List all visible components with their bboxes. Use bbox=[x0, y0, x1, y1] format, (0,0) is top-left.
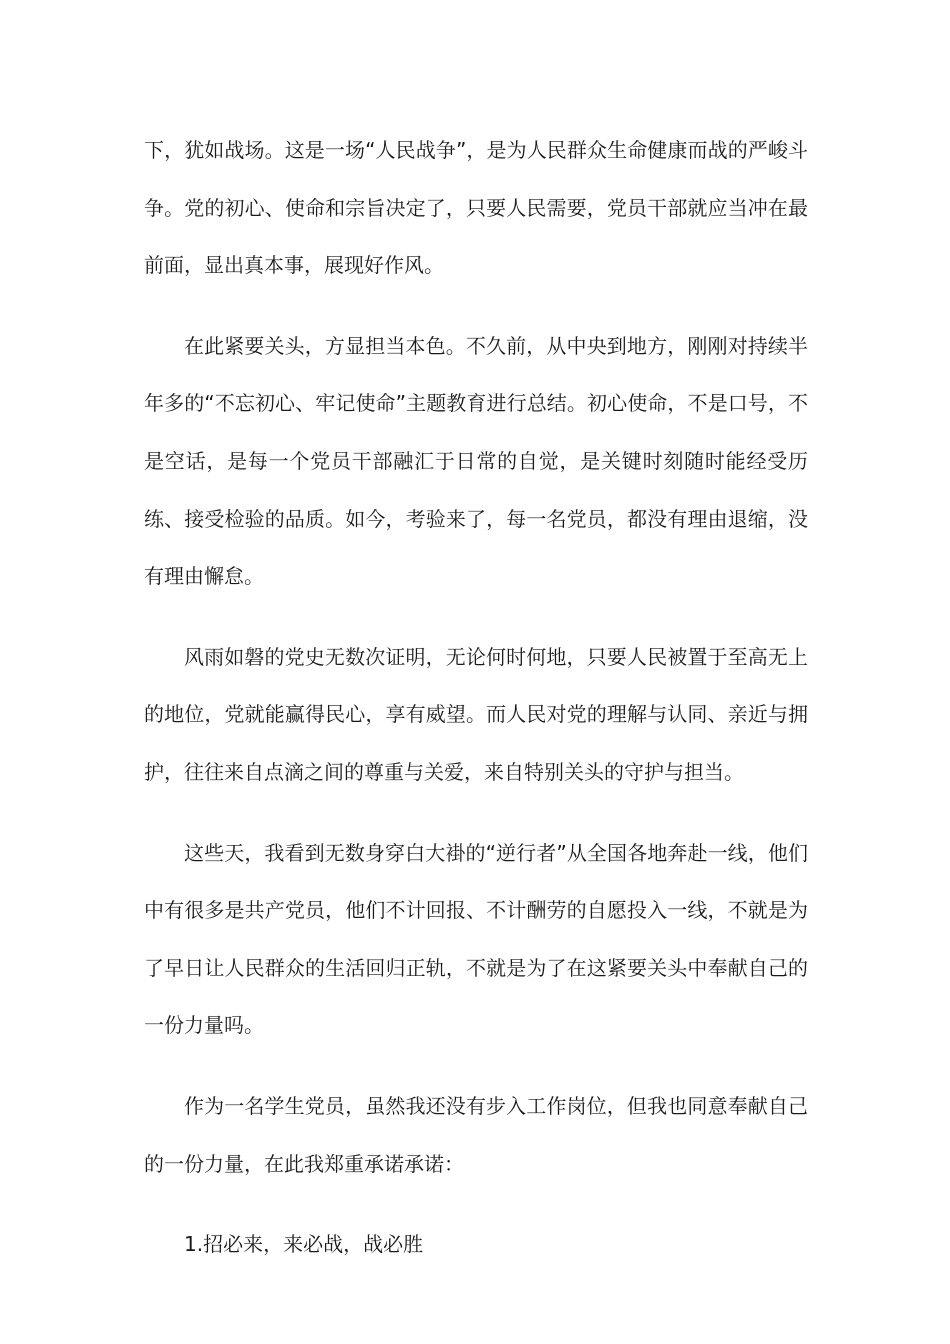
paragraph-2: 在此紧要关头，方显担当本色。不久前，从中央到地方，刚刚对持续半年多的“不忘初心、牢记使命”主题教育进行总结。初心使命，不是口号，不是空话，是每一个党员干部融汇于日常的自觉，是关键时刻随时能经受历练、接受检验的品质。如今，考验来了，每一名党员，都没有理由退缩，没有理由懈怠。 bbox=[144, 333, 808, 589]
paragraph-5: 作为一名学生党员，虽然我还没有步入工作岗位，但我也同意奉献自己的一份力量，在此我郑重承诺承诺： bbox=[144, 1093, 808, 1176]
paragraph-1: 下，犹如战场。这是一场“人民战争”，是为人民群众生命健康而战的严峻斗争。党的初心、使命和宗旨决定了，只要人民需要，党员干部就应当冲在最前面，显出真本事，展现好作风。 bbox=[144, 138, 808, 278]
paragraph-3: 风雨如磐的党史无数次证明，无论何时何地，只要人民被置于至高无上的地位，党就能赢得民心，享有威望。而人民对党的理解与认同、亲近与拥护，往往来自点滴之间的尊重与关爱，来自特别关头的守护与担当。 bbox=[144, 644, 808, 784]
paragraph-4: 这些天，我看到无数身穿白大褂的“逆行者”从全国各地奔赴一线，他们中有很多是共产党员，他们不计回报、不计酬劳的自愿投入一线，不就是为了早日让人民群众的生活回归正轨，不就是为了在这紧要关头中奉献自己的一份力量吗。 bbox=[144, 840, 808, 1038]
list-item-1: 1.招必来，来必战，战必胜 bbox=[184, 1232, 424, 1257]
document-body bbox=[144, 122, 808, 1274]
